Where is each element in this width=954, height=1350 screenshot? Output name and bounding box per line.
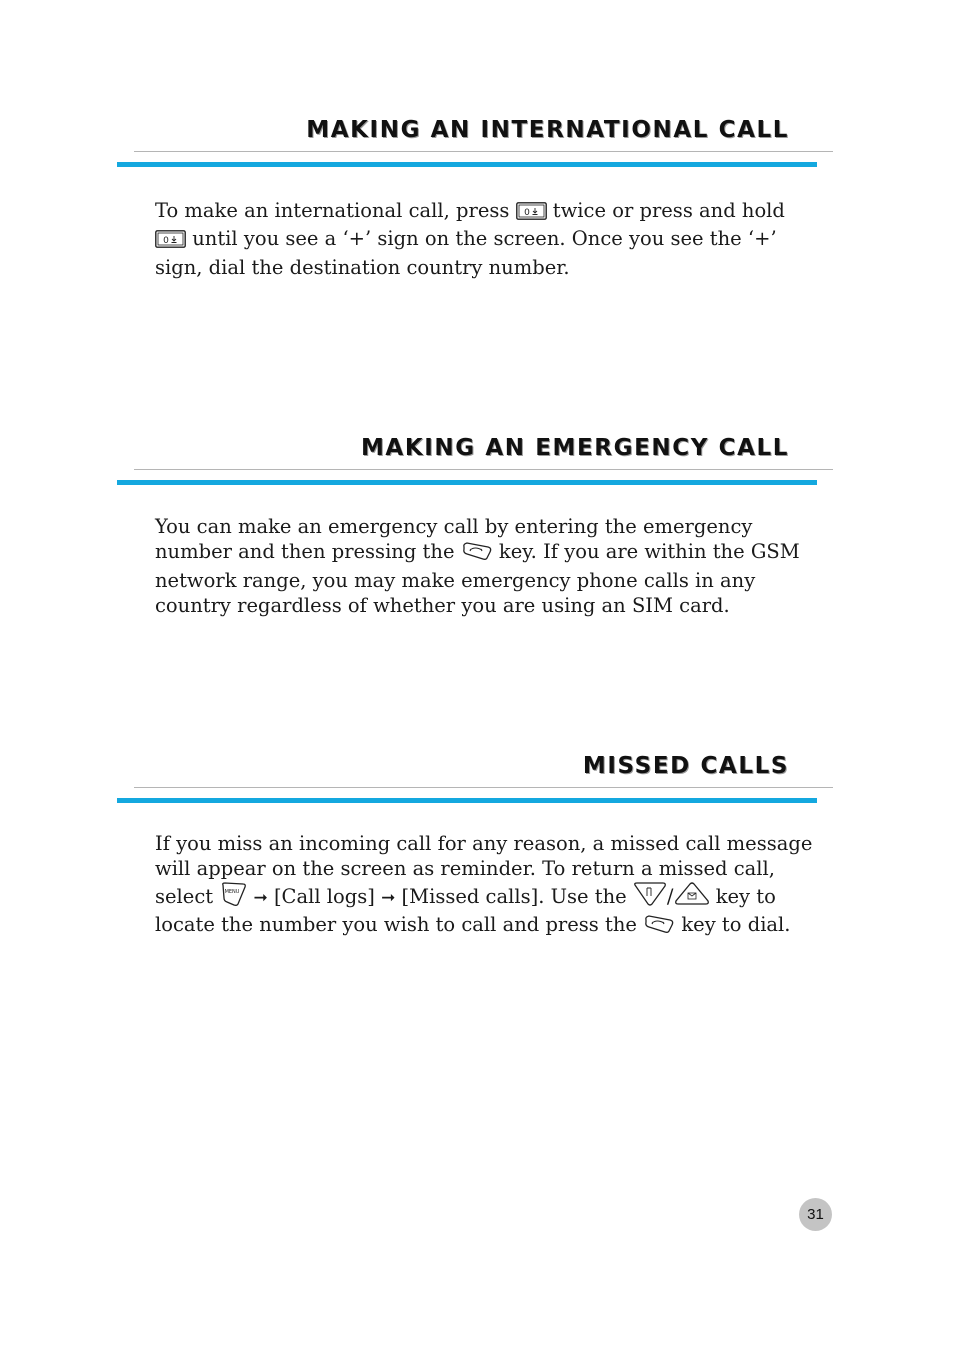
heading-underline [134,469,833,470]
paragraph-text: [Missed calls]. Use the [401,884,627,908]
heading-international-call: MAKING AN INTERNATIONAL CALL [306,117,789,143]
zero-key-icon [516,201,547,226]
page-number-badge: 31 [799,1198,832,1231]
paragraph-text: You can make an emergency call by entering the emergency number and then pressing the [155,515,753,564]
svg-text:0: 0 [523,208,530,218]
heading-accent-bar [117,480,817,485]
heading-missed-calls: MISSED CALLS [582,753,789,779]
paragraph-text: If you miss an incoming call for any reason, a missed call message will appear on the screen as reminder. To return a missed call, select [155,832,813,908]
arrow-right-icon: ➞ [381,887,396,908]
paragraph-text: twice or press and hold [552,199,785,222]
emergency-call-paragraph [155,514,815,618]
paragraph-text: key to locate the number you wish to call and press the [155,884,776,936]
paragraph-text: [Call logs] [273,884,375,908]
svg-text:0: 0 [163,236,169,247]
international-call-paragraph [155,198,815,280]
heading-accent-bar [117,798,817,803]
nav-down-key-icon [633,882,667,912]
arrow-right-icon: ➞ [253,887,268,908]
heading-emergency-call: MAKING AN EMERGENCY CALL [360,435,789,461]
svg-text:MENU: MENU [224,888,240,895]
send-key-icon [461,541,493,567]
heading-accent-bar [117,162,817,167]
slash-separator: / [666,884,674,908]
nav-up-key-icon [674,882,710,912]
missed-calls-paragraph [155,831,815,940]
send-key-icon [643,914,675,940]
menu-key-icon [219,882,247,912]
paragraph-text: key. If you are within the GSM network range, you may make emergency phone calls in any country regardless of whether you are using an SIM card. [155,540,800,617]
heading-underline [134,787,833,788]
zero-key-icon [155,229,186,254]
paragraph-text: until you see a ‘+’ sign on the screen. Once you see the ‘+’ sign, dial the destination country number. [155,227,777,279]
paragraph-text: key to dial. [681,912,791,936]
heading-underline [134,151,833,152]
paragraph-text: To make an international call, press [155,199,510,222]
